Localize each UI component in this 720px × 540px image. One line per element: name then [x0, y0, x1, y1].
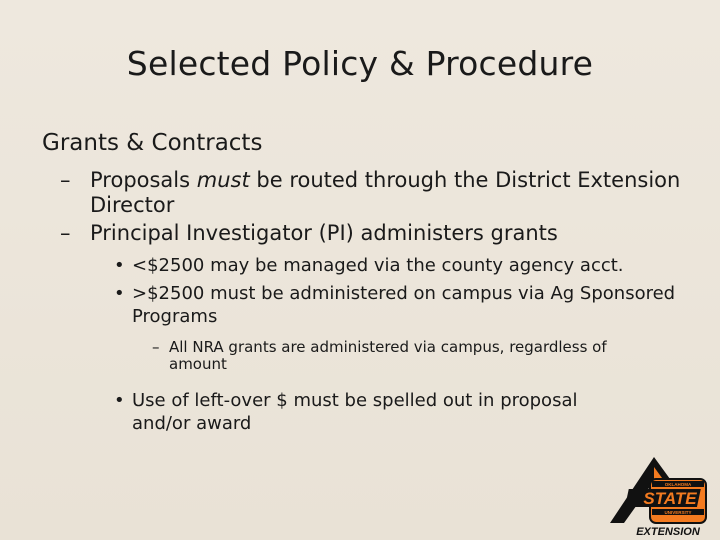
dash-marker: –: [60, 220, 71, 245]
nra-grants-text: All NRA grants are administered via campus, regardless of amount: [169, 337, 607, 373]
bullet-marker: •: [114, 255, 125, 277]
pi-text: Principal Investigator (PI) administers grants: [90, 220, 558, 245]
bullet-under-2500-text: <$2500 may be managed via the county agency acct.: [132, 255, 624, 277]
bullet-marker: •: [114, 390, 125, 412]
logo-top-text: OKLAHOMA: [664, 482, 692, 487]
bullet-marker: •: [114, 282, 125, 304]
proposals-emphasis: must: [196, 167, 250, 192]
dash-marker: –: [60, 167, 71, 192]
slide-body: [42, 130, 682, 440]
logo-extension-text: EXTENSION: [636, 526, 700, 537]
slide-title: Selected Policy & Procedure: [126, 44, 594, 83]
proposals-text-before: Proposals: [90, 167, 197, 192]
bullet-under-2500: [42, 254, 682, 277]
list-item-proposals: [42, 168, 682, 219]
bullet-over-2500-text: >$2500 must be administered on campus via Ag Sponsored Programs: [132, 282, 676, 328]
list-item-pi: [42, 221, 682, 247]
bullet-left-over: [42, 389, 592, 436]
bullet-over-2500: [42, 282, 682, 329]
dash-marker: –: [152, 337, 160, 356]
proposals-text-after: be routed through the District Extension Director: [90, 167, 681, 218]
logo-state-text: STATE: [643, 489, 697, 508]
heading-grants-contracts: Grants & Contracts: [42, 130, 263, 156]
logo-university-text: UNIVERSITY: [664, 510, 692, 515]
osu-extension-logo: [610, 455, 714, 537]
sub-item-nra-grants: [42, 339, 639, 374]
bullet-left-over-text: Use of left-over $ must be spelled out in proposal and/or award: [132, 390, 578, 435]
